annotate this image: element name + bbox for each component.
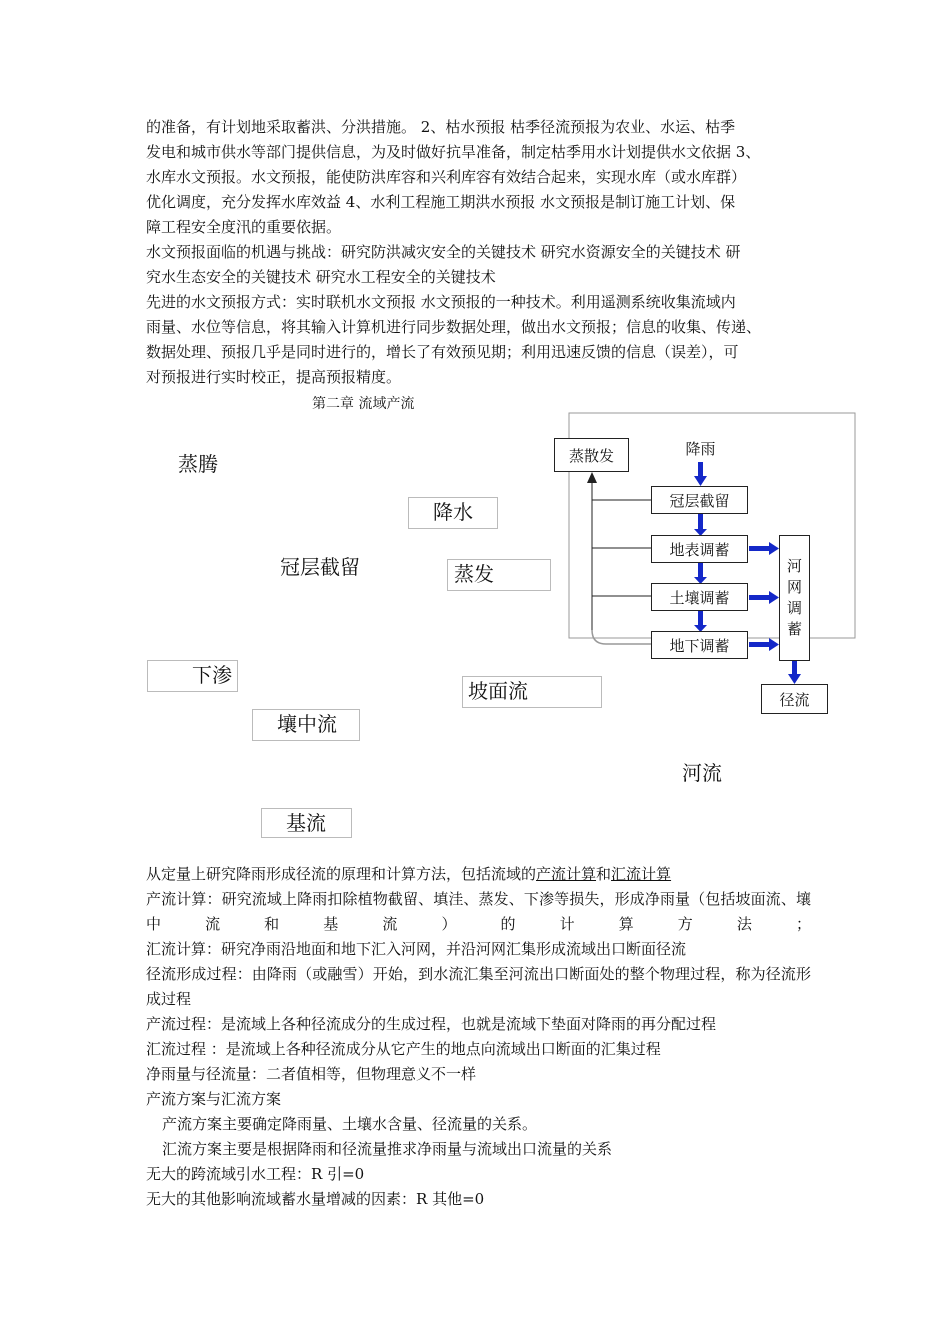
text-line: 先进的水文预报方式：实时联机水文预报 水文预报的一种技术。利用遥测系统收集流域内 bbox=[146, 293, 736, 311]
box-rangzhongliu: 壤中流 bbox=[252, 709, 360, 741]
text-line: 优化调度，充分发挥水库效益 4、水利工程施工期洪水预报 水文预报是制订施工计划、保 bbox=[146, 193, 736, 211]
r-yin-text: 无大的跨流域引水工程：R 引=0 bbox=[146, 1165, 365, 1183]
label-guanceng: 冠层截留 bbox=[280, 555, 360, 579]
label-jiangyu: 降雨 bbox=[685, 439, 716, 458]
intro-and: 和 bbox=[596, 865, 612, 883]
label-zhengteng: 蒸腾 bbox=[178, 452, 218, 476]
box-dixia: 地下调蓄 bbox=[651, 631, 748, 659]
text-line: 水库水文预报。水文预报，能使防洪库容和兴利库容有效结合起来，实现水库（或水库群） bbox=[146, 168, 747, 186]
jingyu-text: 净雨量与径流量：二者值相等，但物理意义不一样 bbox=[146, 1065, 477, 1083]
text-line: 雨量、水位等信息，将其输入计算机进行同步数据处理，做出水文预报；信息的收集、传递、 bbox=[146, 318, 762, 336]
box-zhengfa: 蒸发 bbox=[447, 559, 551, 591]
link-chanliu-calc[interactable]: 产流计算 bbox=[536, 865, 597, 883]
jingliu-process-text: 径流形成过程：由降雨（或融雪）开始，到水流汇集至河流出口断面处的整个物理过程，称为径流形成过程 bbox=[146, 965, 811, 1008]
text-line: 发电和城市供水等部门提供信息，为及时做好抗旱准备，制定枯季用水计划提供水文依据 3、 bbox=[146, 143, 761, 161]
box-turang: 土壤调蓄 bbox=[651, 583, 748, 611]
link-huiliu-calc[interactable]: 汇流计算 bbox=[611, 865, 672, 883]
label-heliu: 河流 bbox=[682, 761, 722, 785]
text-line: 数据处理、预报几乎是同时进行的，增长了有效预见期；利用迅速反馈的信息（误差），可 bbox=[146, 343, 739, 361]
box-guanceng: 冠层截留 bbox=[651, 486, 748, 514]
chanliu-process-text: 产流过程：是流域上各种径流成分的生成过程，也就是流域下垫面对降雨的再分配过程 bbox=[146, 1015, 717, 1033]
text-line: 的准备，有计划地采取蓄洪、分洪措施。 2、枯水预报 枯季径流预报为农业、水运、枯季 bbox=[146, 118, 736, 136]
intro-line bbox=[146, 862, 811, 887]
text-line: 水文预报面临的机遇与挑战：研究防洪减灾安全的关键技术 研究水资源安全的关键技术 研 bbox=[146, 243, 741, 261]
text-line: 对预报进行实时校正，提高预报精度。 bbox=[146, 368, 402, 386]
box-jiliu: 基流 bbox=[261, 808, 352, 838]
r-other-text: 无大的其他影响流域蓄水量增减的因素：R 其他=0 bbox=[146, 1190, 485, 1208]
fangan-title: 产流方案与汇流方案 bbox=[146, 1090, 282, 1108]
fangan2-text: 汇流方案主要是根据降雨和径流量推求净雨量与流域出口流量的关系 bbox=[162, 1140, 613, 1158]
chanliu-calc-text: 产流计算：研究流域上降雨扣除植物截留、填洼、蒸发、下渗等损失，形成净雨量（包括坡面流、壤中流和基流）的计算方法； bbox=[146, 890, 811, 933]
intro-text: 从定量上研究降雨形成径流的原理和计算方法，包括流域的 bbox=[146, 865, 537, 883]
huiliu-calc-text: 汇流计算：研究净雨沿地面和地下汇入河网，并沿河网汇集形成流域出口断面径流 bbox=[146, 940, 687, 958]
box-dibiao: 地表调蓄 bbox=[651, 535, 748, 563]
text-line: 究水生态安全的关键技术 研究水工程安全的关键技术 bbox=[146, 268, 496, 286]
text-line: 障工程安全度汛的重要依据。 bbox=[146, 218, 342, 236]
huiliu-process-text: 汇流过程 ：是流域上各种径流成分从它产生的地点向流域出口断面的汇集过程 bbox=[146, 1040, 661, 1058]
chapter-title: 第二章 流域产流 bbox=[312, 396, 415, 412]
box-zhengsanfa: 蒸散发 bbox=[554, 438, 629, 472]
box-pomianliu: 坡面流 bbox=[462, 676, 602, 708]
box-jiangshui: 降水 bbox=[408, 497, 498, 529]
box-jingliu: 径流 bbox=[761, 684, 828, 714]
fangan1-text: 产流方案主要确定降雨量、土壤水含量、径流量的关系。 bbox=[162, 1115, 538, 1133]
box-xiashen: 下渗 bbox=[147, 660, 238, 692]
box-hewang: 河网调蓄 bbox=[779, 535, 810, 661]
